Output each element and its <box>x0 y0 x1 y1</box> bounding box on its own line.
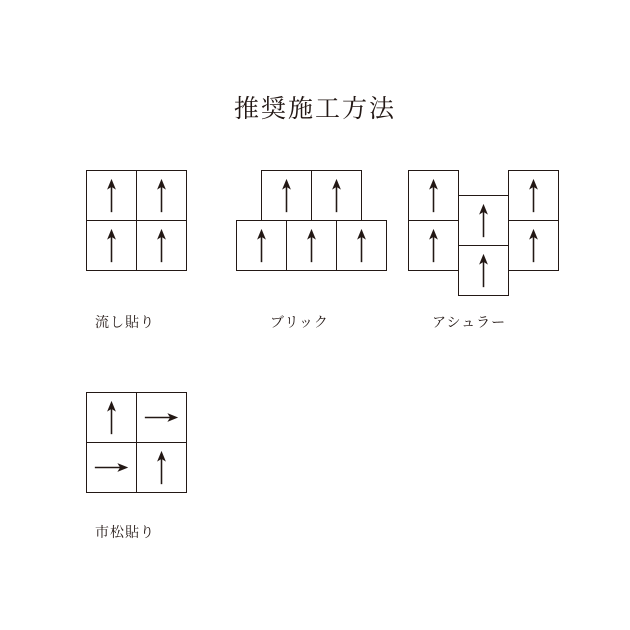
arrow-up-icon <box>509 221 558 270</box>
pattern-ashlar <box>408 170 558 295</box>
arrow-up-icon <box>237 221 286 270</box>
arrow-up-icon <box>262 171 311 220</box>
tile <box>458 245 509 296</box>
pattern-nagashi-diagram <box>86 170 186 270</box>
arrow-up-icon <box>87 171 136 220</box>
arrow-up-icon <box>287 221 336 270</box>
tile <box>408 220 459 271</box>
tile <box>136 170 187 221</box>
tile <box>508 220 559 271</box>
tile <box>286 220 337 271</box>
tile <box>136 220 187 271</box>
arrow-up-icon <box>459 196 508 245</box>
arrow-up-icon <box>409 171 458 220</box>
tile <box>508 170 559 221</box>
caption-brick: ブリック <box>270 314 329 330</box>
tile <box>311 170 362 221</box>
tile <box>261 170 312 221</box>
tile <box>136 392 187 443</box>
caption-ashlar: アシュラー <box>432 314 507 330</box>
page-title: 推奨施工方法 <box>233 94 396 123</box>
arrow-up-icon <box>312 171 361 220</box>
pattern-ichimatsu-diagram <box>86 392 186 492</box>
pattern-ashlar-diagram <box>408 170 558 295</box>
tile <box>86 392 137 443</box>
arrow-up-icon <box>509 171 558 220</box>
arrow-right-icon <box>137 393 186 442</box>
pattern-brick <box>236 170 386 270</box>
arrow-up-icon <box>409 221 458 270</box>
tile <box>86 220 137 271</box>
pattern-brick-diagram <box>236 170 386 270</box>
pattern-nagashi <box>86 170 186 270</box>
tile <box>86 170 137 221</box>
arrow-right-icon <box>87 443 136 492</box>
tile <box>136 442 187 493</box>
arrow-up-icon <box>459 246 508 295</box>
tile <box>458 195 509 246</box>
tile <box>408 170 459 221</box>
tile <box>236 220 287 271</box>
tile <box>336 220 387 271</box>
arrow-up-icon <box>87 221 136 270</box>
caption-nagashi: 流し貼り <box>95 314 155 330</box>
arrow-up-icon <box>137 443 186 492</box>
pattern-ichimatsu <box>86 392 186 492</box>
arrow-up-icon <box>337 221 386 270</box>
arrow-up-icon <box>137 221 186 270</box>
tile <box>86 442 137 493</box>
arrow-up-icon <box>137 171 186 220</box>
caption-ichimatsu: 市松貼り <box>95 524 155 540</box>
arrow-up-icon <box>87 393 136 442</box>
